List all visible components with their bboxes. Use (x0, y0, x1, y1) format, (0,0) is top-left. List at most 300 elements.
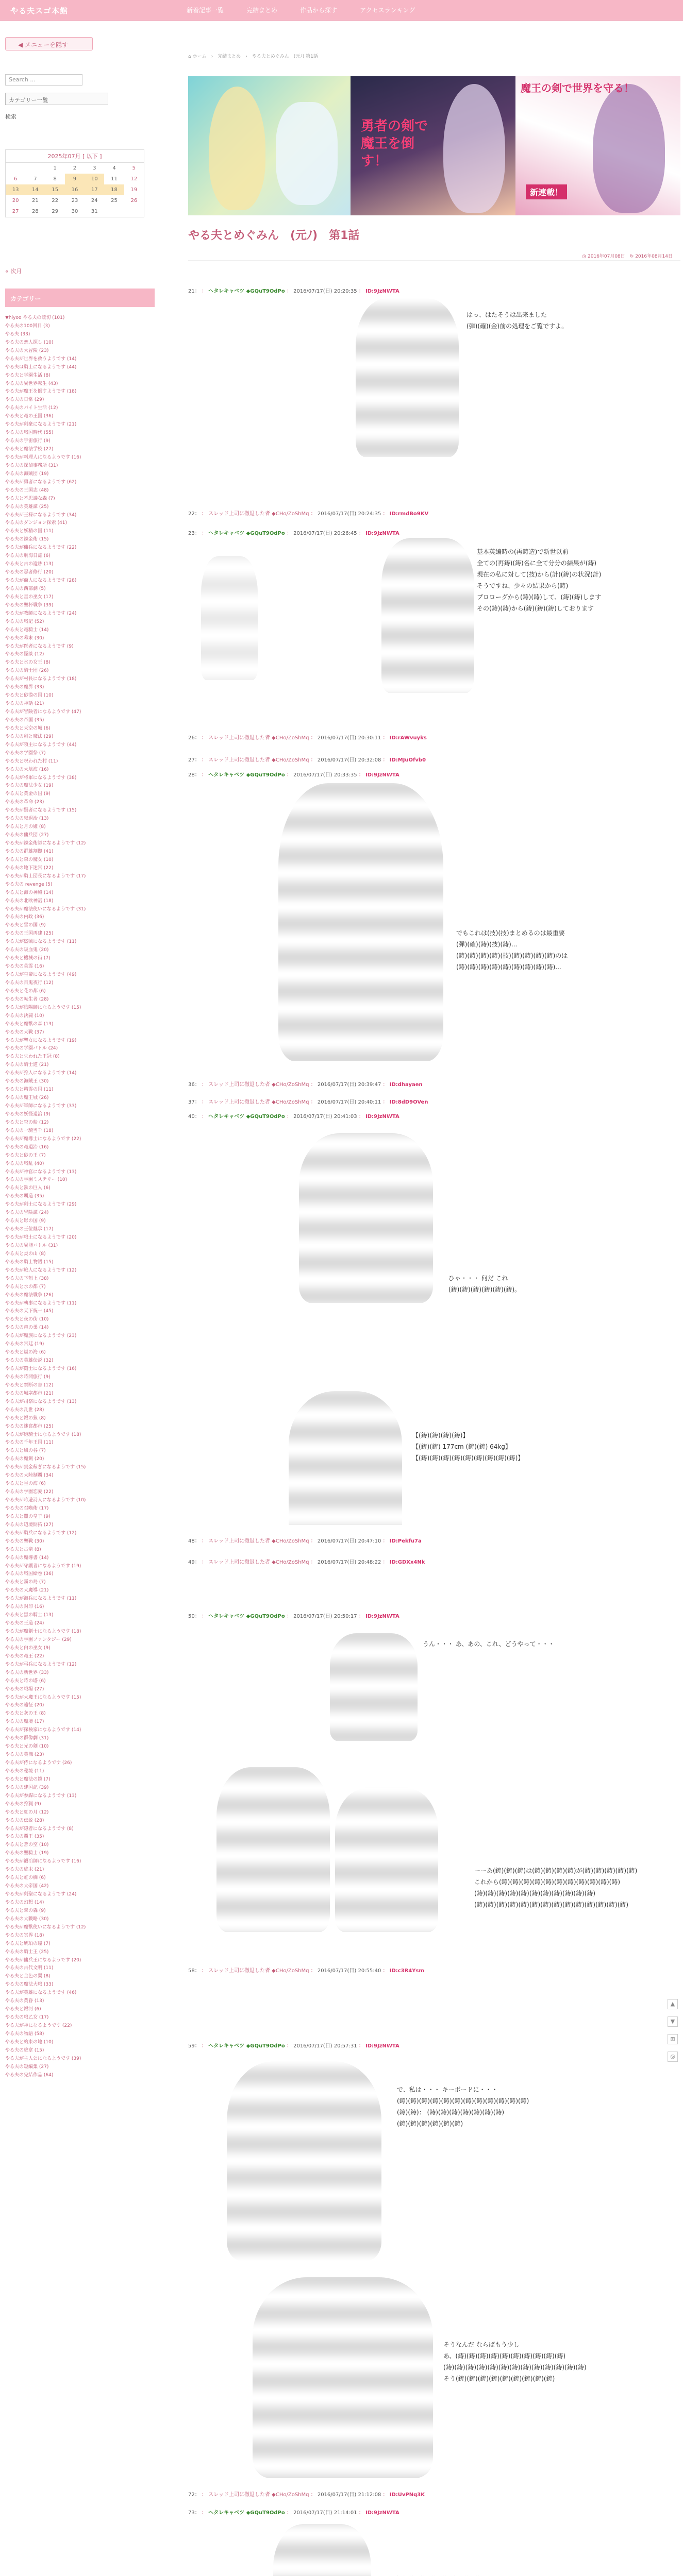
category-item[interactable]: やる夫の戦国絵巻 (36) (5, 1571, 54, 1577)
category-item[interactable]: やる夫の魔法戦争 (26) (5, 1292, 54, 1298)
category-item[interactable]: やる夫と星の巫女 (17) (5, 594, 54, 600)
response-header: 73： ： ヘタレキャベツ ◆GQuT9OdPo ： 2016/07/17(日) 21:14:01 ： ID:9JzNWTA (188, 2510, 399, 2516)
category-item[interactable]: やる夫の鬼退治 (13) (5, 816, 49, 822)
response-name[interactable]: ヘタレキャベツ ◆GQuT9OdPo (208, 2510, 285, 2516)
settings-button[interactable]: ◎ (668, 2052, 678, 2062)
category-item[interactable]: やる夫が剣豪になるようです (21) (5, 422, 77, 428)
category-item[interactable]: やる夫の召喚術 (17) (5, 1505, 49, 1511)
category-item[interactable]: やる夫の吸血鬼 (20) (5, 947, 49, 953)
category-item[interactable]: やる夫と失われた王冠 (8) (5, 1054, 60, 1060)
category-item[interactable]: やる夫と風の谷 (7) (5, 1448, 46, 1454)
calendar-day[interactable]: 16 (65, 184, 85, 195)
category-item[interactable]: やる夫の西部劇 (5) (5, 586, 46, 591)
calendar-day[interactable]: 24 (91, 198, 98, 204)
category-item[interactable]: やる夫の大戦略 (30) (5, 1916, 49, 1922)
category-item[interactable]: やる夫の魔王城 (26) (5, 1095, 49, 1101)
category-item[interactable]: やる夫の革命 (23) (5, 800, 44, 805)
category-item[interactable]: やる夫の大航海 (16) (5, 767, 49, 772)
category-item[interactable]: やる夫の忍者修行 (20) (5, 570, 54, 575)
response-id[interactable]: ID:c3R4Ysm (389, 1968, 424, 1974)
calendar-day[interactable]: 22 (52, 198, 59, 204)
response-id[interactable]: ID:9JzNWTA (365, 2043, 399, 2049)
category-item[interactable]: やる夫のバイト生活 (12) (5, 405, 58, 411)
category-item[interactable]: やる夫が鍛冶師になるようです (16) (5, 1859, 81, 1865)
category-item[interactable]: やる夫の怪談 (12) (5, 652, 44, 657)
category-item[interactable]: やる夫と紅の月 (12) (5, 1809, 49, 1815)
category-item[interactable]: やる夫が姫騎士になるようです (18) (5, 1432, 81, 1437)
category-item[interactable]: やる夫の海賊団 (19) (5, 471, 49, 477)
category-item[interactable]: やる夫の騎士王 (25) (5, 1949, 49, 1955)
category-item[interactable]: やる夫が隠者になるようです (8) (5, 1826, 74, 1832)
calendar-day[interactable]: 4 (112, 165, 116, 171)
category-item[interactable]: やる夫と空の船 (12) (5, 1120, 49, 1125)
category-item[interactable]: やる夫と金色の翼 (8) (5, 1974, 51, 1979)
next-month-link[interactable]: « 次月 (5, 268, 22, 275)
category-item[interactable]: やる夫と海の神殿 (14) (5, 890, 54, 895)
category-item[interactable]: やる夫と竜の王国 (36) (5, 414, 54, 419)
response-name[interactable]: スレッド上司に撤退した者 ◆CHo/ZoShMq (208, 1968, 309, 1974)
category-item[interactable]: やる夫の辺境開拓 (27) (5, 1522, 54, 1528)
category-item[interactable]: やる夫が剣聖になるようです (24) (5, 1892, 77, 1897)
category-item[interactable]: やる夫と光の剣 (10) (5, 1744, 49, 1750)
calendar-day[interactable]: 31 (91, 209, 98, 214)
category-item[interactable]: やる夫が陰陽師になるようです (15) (5, 1005, 81, 1010)
nav-new-articles[interactable]: 新着記事一覧 (187, 7, 224, 14)
category-item[interactable]: やる夫が狩人になるようです (14) (5, 1071, 77, 1076)
category-item[interactable]: やる夫が領主になるようです (44) (5, 742, 77, 748)
category-item[interactable]: やる夫と魔法学校 (27) (5, 447, 54, 452)
calendar-day[interactable]: 6 (13, 176, 18, 182)
category-item[interactable]: やる夫の乱世 (28) (5, 1407, 44, 1413)
category-item[interactable]: やる夫の狩猟 (9) (5, 1801, 41, 1807)
category-item[interactable]: やる夫と黄金の国 (9) (5, 791, 51, 797)
category-item[interactable]: やる夫が守護者になるようです (19) (5, 1563, 81, 1569)
category-item[interactable]: やる夫が傭兵になるようです (22) (5, 545, 77, 551)
category-item[interactable]: やる夫と天空の城 (6) (5, 725, 51, 731)
category-item[interactable]: やる夫の下剋上 (38) (5, 1276, 49, 1281)
calendar-day[interactable]: 2 (73, 165, 77, 171)
response-name[interactable]: スレッド上司に撤退した者 ◆CHo/ZoShMq (208, 1099, 309, 1105)
category-item[interactable]: やる夫の北欧神話 (18) (5, 898, 54, 904)
response-name[interactable]: スレッド上司に撤退した者 ◆CHo/ZoShMq (208, 757, 309, 763)
category-item[interactable]: やる夫の地下迷宮 (22) (5, 865, 54, 871)
category-item[interactable]: やる夫が大魔王になるようです (15) (5, 1694, 81, 1700)
category-item[interactable]: やる夫の100回目 (3) (5, 323, 50, 329)
category-item[interactable]: やる夫と古竜 (8) (5, 1547, 41, 1552)
calendar-day[interactable]: 17 (85, 184, 104, 195)
category-item[interactable]: やる夫の探偵事務所 (31) (5, 463, 58, 468)
category-item[interactable]: やる夫が商人になるようです (28) (5, 578, 77, 583)
category-item[interactable]: やる夫が皇帝になるようです (49) (5, 972, 77, 977)
category-item[interactable]: やる夫が村長になるようです (18) (5, 676, 77, 682)
category-item[interactable]: やる夫が戦士になるようです (20) (5, 1235, 77, 1240)
category-item[interactable]: やる夫の竜の巣 (14) (5, 1325, 49, 1331)
category-item[interactable]: やる夫が旅人になるようです (12) (5, 1267, 77, 1273)
category-item[interactable]: やる夫が騎士団長になるようです (17) (5, 873, 86, 879)
category-item[interactable]: やる夫の黄昏 (13) (5, 1998, 44, 2004)
category-item[interactable]: やる夫の王道 (24) (5, 1621, 44, 1626)
category-item[interactable]: やる夫の秘境 (11) (5, 1768, 44, 1774)
response-id[interactable]: ID:Pekfu7a (389, 1538, 422, 1544)
nav-complete[interactable]: 完結まとめ (246, 7, 278, 14)
search-submit-button[interactable]: 検索 (5, 113, 16, 120)
response-id[interactable]: ID:9JzNWTA (365, 1114, 399, 1120)
category-item[interactable]: やる夫が魔獣使いになるようです (12) (5, 1924, 86, 1930)
response-id[interactable]: ID:rmdBo9KV (389, 511, 429, 517)
category-item[interactable]: やる夫の新世界 (33) (5, 1670, 49, 1675)
category-item[interactable]: やる夫が剣士になるようです (29) (5, 1202, 77, 1208)
category-item[interactable]: やる夫が医者になるようです (9) (5, 643, 74, 649)
category-item[interactable]: やる夫の騎士団 (26) (5, 668, 49, 674)
category-item[interactable]: やる夫と機械の街 (7) (5, 956, 51, 961)
category-item[interactable]: やる夫の幻想 (14) (5, 1900, 44, 1905)
calendar-day[interactable]: 30 (71, 209, 78, 214)
calendar-day[interactable]: 21 (32, 198, 39, 204)
category-item[interactable]: やる夫と嵐の海 (6) (5, 1350, 46, 1355)
category-item[interactable]: やる夫と銀の狼 (8) (5, 1415, 46, 1421)
category-item[interactable]: やる夫が勇者になるようです (62) (5, 479, 77, 485)
calendar-day[interactable]: 10 (85, 174, 104, 184)
search-input[interactable]: Search ... (5, 74, 82, 86)
calendar-day[interactable]: 9 (65, 174, 85, 184)
category-item[interactable]: やる夫の幕末 (30) (5, 635, 44, 641)
response-name[interactable]: スレッド上司に撤退した者 ◆CHo/ZoShMq (208, 1560, 309, 1565)
response-name[interactable]: ヘタレキャベツ ◆GQuT9OdPo (208, 772, 285, 778)
nav-ranking[interactable]: アクセスランキング (360, 7, 415, 14)
category-item[interactable]: やる夫の伝説 (28) (5, 1818, 44, 1823)
category-item[interactable]: やる夫の戦乙女 (17) (5, 2015, 49, 2021)
banner[interactable] (188, 76, 680, 215)
category-item[interactable]: やる夫の大冒険 (23) (5, 348, 49, 353)
category-item[interactable]: やる夫が海兵になるようです (11) (5, 1596, 77, 1602)
category-item[interactable]: やる夫が将軍になるようです (38) (5, 775, 77, 781)
category-item[interactable]: やる夫と砂漠の国 (10) (5, 693, 54, 699)
category-item[interactable]: やる夫の学園祭 (7) (5, 750, 46, 756)
category-item[interactable]: やる夫と時の塔 (6) (5, 1678, 46, 1684)
category-item[interactable]: やる夫の終末 (21) (5, 1867, 44, 1873)
banner-image-3[interactable] (515, 76, 680, 215)
category-item[interactable]: やる夫と闇の皇子 (9) (5, 1514, 51, 1519)
category-item[interactable]: やる夫と氷の女王 (8) (5, 660, 51, 666)
category-item[interactable]: やる夫が料理人になるようです (16) (5, 454, 81, 460)
response-name[interactable]: スレッド上司に撤退した者 ◆CHo/ZoShMq (208, 2492, 309, 2498)
calendar-day[interactable]: 27 (12, 209, 19, 214)
response-id[interactable]: ID:dhayaen (389, 1082, 423, 1088)
nav-by-work[interactable]: 作品から探す (300, 7, 338, 14)
category-item[interactable]: やる夫の戦乱 (40) (5, 1161, 44, 1166)
category-item[interactable]: やる夫が傭兵王になるようです (20) (5, 1957, 81, 1963)
category-item[interactable]: やる夫の海賊王 (30) (5, 1079, 49, 1084)
category-item[interactable]: やる夫と琥珀の瞳 (7) (5, 1941, 51, 1946)
category-item[interactable]: やる夫の決闘 (10) (5, 1013, 44, 1019)
response-name[interactable]: ヘタレキャベツ ◆GQuT9OdPo (208, 1614, 285, 1619)
category-item[interactable]: やる夫の航海日誌 (6) (5, 553, 51, 559)
category-item[interactable]: やる夫と魔法の鏡 (7) (5, 1776, 51, 1782)
category-item[interactable]: やる夫の帝国 (35) (5, 717, 44, 723)
category-item[interactable]: やる夫の終章 (15) (5, 2047, 44, 2053)
calendar-day[interactable]: 5 (132, 165, 136, 171)
response-id[interactable]: ID:9JzNWTA (365, 1614, 399, 1619)
calendar-day[interactable]: 15 (45, 184, 65, 195)
category-item[interactable]: やる夫の魔界 (33) (5, 685, 44, 690)
category-item[interactable]: やる夫の異能バトル (31) (5, 1243, 58, 1248)
category-item[interactable]: やる夫と魔獣の森 (13) (5, 1021, 54, 1027)
category-item[interactable]: やる夫が闘士になるようです (16) (5, 1366, 77, 1371)
category-item[interactable]: やる夫は騎士になるようです (44) (5, 364, 77, 370)
category-item[interactable]: やる夫の竜退治 (16) (5, 1144, 49, 1150)
category-item[interactable]: やる夫が王様になるようです (34) (5, 512, 77, 518)
calendar-day[interactable]: 25 (111, 198, 118, 204)
category-item[interactable]: やる夫と妖精の国 (11) (5, 529, 54, 534)
category-item[interactable]: やる夫と霧の島 (7) (5, 1580, 46, 1585)
category-item[interactable]: やる夫の聖杯戦争 (39) (5, 602, 54, 608)
calendar-day[interactable]: 3 (93, 165, 96, 171)
category-item[interactable]: やる夫の王位継承 (17) (5, 1227, 54, 1232)
category-item[interactable]: やる夫の傭兵団 (27) (5, 833, 49, 838)
category-item[interactable]: やる夫と翠の森 (9) (5, 1908, 46, 1913)
category-item[interactable]: やる夫と影の国 (9) (5, 1218, 46, 1224)
category-item[interactable]: やる夫の恋人探し (10) (5, 340, 54, 345)
calendar-day[interactable]: 18 (104, 184, 124, 195)
category-item[interactable]: やる夫の古代文明 (11) (5, 1965, 54, 1971)
category-item[interactable]: やる夫の学園ミステリー (10) (5, 1177, 68, 1183)
calendar-day[interactable]: 26 (130, 198, 138, 204)
category-item[interactable]: やる夫が弓兵になるようです (12) (5, 1662, 77, 1667)
category-item[interactable]: やる夫と水の都 (7) (5, 1284, 46, 1290)
category-item[interactable]: やる夫の学園ファンタジー (29) (5, 1637, 72, 1642)
response-id[interactable]: ID:9JzNWTA (365, 531, 399, 536)
response-name[interactable]: スレッド上司に撤退した者 ◆CHo/ZoShMq (208, 511, 309, 517)
category-item[interactable]: やる夫の宇宙旅行 (9) (5, 438, 51, 444)
category-item[interactable]: やる夫の revenge (5) (5, 882, 53, 887)
category-select[interactable]: カテゴリー一覧 (5, 93, 108, 105)
category-item[interactable]: やる夫の英雄伝説 (32) (5, 1358, 54, 1364)
scroll-top-button[interactable]: ▲ (668, 1999, 678, 2009)
category-item[interactable]: やる夫が騎兵になるようです (12) (5, 1530, 77, 1536)
calendar-day[interactable]: 1 (53, 165, 57, 171)
expand-button[interactable]: ⊞ (668, 2034, 678, 2044)
category-item[interactable]: やる夫の竜王 (22) (5, 1653, 44, 1659)
calendar-day (25, 163, 45, 174)
category-item[interactable]: やる夫の異世界転生 (43) (5, 381, 58, 386)
category-item[interactable]: やる夫の大魔導 (21) (5, 1588, 49, 1594)
category-item[interactable]: やる夫の神話 (21) (5, 701, 44, 707)
category-item[interactable]: やる夫が聖女になるようです (19) (5, 1038, 77, 1043)
category-item[interactable]: やる夫の妖怪退治 (9) (5, 1111, 51, 1117)
category-item[interactable]: やる夫の覇道 (35) (5, 1194, 44, 1199)
category-item[interactable]: やる夫の日常 (29) (5, 397, 44, 403)
category-item[interactable]: やる夫の魔法少女 (19) (5, 783, 54, 789)
response-name[interactable]: スレッド上司に撤退した者 ◆CHo/ZoShMq (208, 1082, 309, 1088)
category-item[interactable]: やる夫と花の都 (6) (5, 988, 46, 994)
response-name[interactable]: ヘタレキャベツ ◆GQuT9OdPo (208, 2043, 285, 2049)
response-id[interactable]: ID:8dD9OVen (389, 1099, 428, 1105)
category-item[interactable]: やる夫が世界を救うようです (14) (5, 356, 77, 362)
category-item[interactable]: やる夫と古の遺跡 (13) (5, 562, 54, 567)
category-item[interactable]: やる夫が軍師になるようです (33) (5, 1104, 77, 1109)
calendar-day[interactable]: 23 (71, 198, 78, 204)
category-item[interactable]: やる夫の冒険譚 (24) (5, 1210, 49, 1216)
category-item[interactable]: やる夫と炎の山 (8) (5, 1251, 46, 1257)
category-item[interactable]: やる夫の騎士物語 (15) (5, 1259, 54, 1265)
category-item[interactable]: やる夫の大陸制覇 (34) (5, 1473, 54, 1479)
category-item[interactable]: やる夫と森の魔女 (10) (5, 857, 54, 862)
category-item[interactable]: やる夫の群像劇 (31) (5, 1736, 49, 1741)
calendar-day[interactable]: 8 (53, 176, 57, 182)
category-item[interactable]: やる夫と呪われた村 (11) (5, 758, 58, 764)
calendar-day[interactable]: 7 (34, 176, 37, 182)
category-item[interactable]: やる夫の戦国時代 (55) (5, 430, 54, 436)
category-item[interactable]: やる夫が魔法使いになるようです (31) (5, 906, 86, 912)
category-item[interactable]: やる夫が魔族になるようです (23) (5, 1333, 77, 1339)
response-name[interactable]: ヘタレキャベツ ◆GQuT9OdPo (208, 531, 285, 536)
category-item[interactable]: やる夫の聖戦 (30) (5, 1538, 44, 1544)
response-id[interactable]: ID:MJuOfvb0 (389, 757, 426, 763)
category-item[interactable]: やる夫の覇王 (35) (5, 1834, 44, 1840)
category-item[interactable]: やる夫の建国記 (39) (5, 1785, 49, 1790)
calendar-day[interactable]: 20 (12, 198, 19, 204)
category-item[interactable]: やる夫 (33) (5, 331, 30, 337)
category-item[interactable]: やる夫が神官になるようです (13) (5, 1169, 77, 1175)
calendar-title[interactable]: 2025年07月 [ 以下 ] (6, 150, 144, 163)
category-item[interactable]: やる夫の魔剣 (20) (5, 1456, 44, 1462)
category-item[interactable]: やる夫の王国再建 (25) (5, 931, 54, 937)
category-item[interactable]: やる夫と星の海 (6) (5, 1481, 46, 1487)
category-item[interactable]: やる夫が神になるようです (22) (5, 2023, 72, 2028)
category-item[interactable]: やる夫のダンジョン探索 (41) (5, 520, 68, 526)
calendar-day[interactable]: 19 (130, 187, 138, 193)
response-name[interactable]: ヘタレキャベツ ◆GQuT9OdPo (208, 289, 285, 294)
category-item[interactable]: やる夫の短編集 (27) (5, 2064, 49, 2070)
breadcrumb[interactable]: ⌂ ホーム › 完結まとめ › やる夫とめぐみん (元ﾉ) 第1話 (188, 54, 318, 59)
category-item[interactable]: やる夫と不思議な森 (7) (5, 496, 55, 501)
category-item[interactable]: やる夫と砂の王 (7) (5, 1153, 46, 1158)
banner-image-1[interactable] (188, 76, 351, 215)
category-item[interactable]: やる夫の時間旅行 (9) (5, 1374, 51, 1380)
category-item[interactable]: やる夫の転生者 (28) (5, 996, 49, 1002)
category-item[interactable]: やる夫の剣と魔法 (29) (5, 734, 54, 739)
response-id[interactable]: ID:9JzNWTA (365, 2510, 399, 2516)
category-item[interactable]: やる夫の聖騎士 (19) (5, 1851, 49, 1856)
category-item[interactable]: やる夫が賢者になるようです (15) (5, 808, 77, 814)
response-id[interactable]: ID:rAWvuyks (389, 735, 427, 741)
category-item[interactable]: やる夫と竜騎士 (14) (5, 627, 49, 633)
category-item[interactable]: やる夫の大帝国 (42) (5, 1884, 49, 1889)
category-item[interactable]: やる夫の魔法大戦 (33) (5, 1982, 54, 1988)
category-item[interactable]: やる夫が英雄になるようです (46) (5, 1990, 77, 1996)
category-item[interactable]: やる夫の大戦 (37) (5, 1029, 44, 1035)
category-item[interactable]: やる夫が盗賊になるようです (11) (5, 939, 77, 945)
category-item[interactable]: やる夫と禁断の書 (12) (5, 1382, 54, 1388)
category-item[interactable]: やる夫と雪の国 (9) (5, 923, 46, 928)
response-name[interactable]: ヘタレキャベツ ◆GQuT9OdPo (208, 1114, 285, 1120)
response-id[interactable]: ID:GDXx4Nk (389, 1560, 425, 1565)
category-item[interactable]: やる夫と鉄の巨人 (6) (5, 1185, 51, 1191)
category-item[interactable]: やる夫の百鬼夜行 (12) (5, 980, 54, 986)
category-item[interactable]: ▼hiyoo やる夫の読切 (101) (5, 315, 65, 320)
category-item[interactable]: やる夫が主人公になるようです (39) (5, 2056, 81, 2061)
category-item[interactable]: やる夫が魔導士になるようです (22) (5, 1136, 81, 1142)
category-item[interactable]: やる夫が参謀になるようです (13) (5, 1793, 77, 1799)
category-item[interactable]: やる夫と約束の地 (10) (5, 2039, 54, 2045)
category-item[interactable]: やる夫が魔剣士になるようです (18) (5, 1629, 81, 1634)
category-item[interactable]: やる夫の冥界 (18) (5, 1933, 44, 1938)
site-title[interactable]: やる夫スゴ本館 (10, 6, 69, 15)
banner-image-2[interactable] (351, 76, 515, 215)
category-item[interactable]: やる夫の遠征 (20) (5, 1703, 44, 1708)
calendar-day[interactable]: 11 (111, 176, 118, 182)
category-item[interactable]: やる夫が魔王を倒すようです (18) (5, 389, 77, 395)
category-item[interactable]: やる夫と黒の騎士 (13) (5, 1613, 54, 1618)
calendar-day[interactable]: 12 (130, 176, 138, 182)
category-item[interactable]: やる夫の錬金術 (15) (5, 537, 49, 543)
hide-menu-button[interactable]: ◀ メニューを隠す (5, 37, 93, 50)
category-item[interactable]: やる夫と灰の王 (8) (5, 1711, 46, 1717)
category-item[interactable]: やる夫の魔導書 (14) (5, 1555, 49, 1561)
category-item[interactable]: やる夫の英霊 (16) (5, 964, 44, 970)
category-item[interactable]: やる夫と白の巫女 (9) (5, 1645, 51, 1651)
category-item[interactable]: やる夫と夜の街 (10) (5, 1317, 49, 1323)
category-item[interactable]: やる夫と月の姫 (8) (5, 824, 46, 830)
category-item[interactable]: やる夫が吟遊詩人になるようです (10) (5, 1498, 86, 1503)
calendar-day[interactable]: 14 (25, 184, 45, 195)
category-item[interactable]: やる夫と虹の橋 (6) (5, 1875, 46, 1881)
category-item[interactable]: やる夫の天下統一 (45) (5, 1309, 54, 1314)
category-item[interactable]: やる夫と学園生活 (8) (5, 372, 51, 378)
category-item[interactable]: やる夫の魔境 (17) (5, 1719, 44, 1725)
category-item[interactable]: やる夫の迷宮都市 (25) (5, 1423, 54, 1429)
category-item[interactable]: やる夫の物語 (58) (5, 2031, 44, 2037)
category-item[interactable]: やる夫が教師になるようです (24) (5, 611, 77, 616)
category-item[interactable]: やる夫が探検家になるようです (14) (5, 1727, 81, 1733)
scroll-bottom-button[interactable]: ▼ (668, 2016, 678, 2027)
category-item[interactable]: やる夫の一騎当千 (18) (5, 1128, 54, 1133)
category-item[interactable]: やる夫の内政 (36) (5, 914, 44, 920)
calendar-day[interactable]: 28 (32, 209, 39, 214)
category-item[interactable]: やる夫の戦場 (27) (5, 1686, 44, 1692)
category-item[interactable]: やる夫の英雄譚 (25) (5, 504, 49, 510)
response-name[interactable]: スレッド上司に撤退した者 ◆CHo/ZoShMq (208, 735, 309, 741)
category-item[interactable]: やる夫が執事になるようです (11) (5, 1300, 77, 1306)
category-item[interactable]: やる夫と精霊の国 (11) (5, 1087, 54, 1093)
category-item[interactable]: やる夫が冒険者になるようです (47) (5, 709, 81, 715)
category-item[interactable]: やる夫の戦記 (52) (5, 619, 44, 624)
category-item[interactable]: やる夫の完結作品 (64) (5, 2072, 54, 2078)
response-id[interactable]: ID:9JzNWTA (365, 772, 399, 778)
calendar-day[interactable]: 29 (52, 209, 59, 214)
category-item[interactable]: やる夫の宮廷 (19) (5, 1342, 44, 1347)
calendar-day[interactable]: 13 (6, 184, 25, 195)
category-item[interactable]: やる夫の学園バトル (24) (5, 1046, 58, 1052)
response-id[interactable]: ID:UvPNq3K (389, 2492, 425, 2498)
response-name[interactable]: スレッド上司に撤退した者 ◆CHo/ZoShMq (208, 1538, 309, 1544)
category-item[interactable]: やる夫の群雄割拠 (41) (5, 849, 54, 854)
category-item[interactable]: やる夫の英傑 (23) (5, 1752, 44, 1758)
category-item[interactable]: やる夫の城塞都市 (21) (5, 1391, 54, 1396)
category-item[interactable]: やる夫が錬金術師になるようです (12) (5, 841, 86, 846)
category-item[interactable]: やる夫と銀河 (6) (5, 2007, 41, 2012)
category-item[interactable]: やる夫が賞金稼ぎになるようです (15) (5, 1465, 86, 1470)
response-id[interactable]: ID:9JzNWTA (365, 289, 399, 294)
category-item[interactable]: やる夫の学園恋愛 (22) (5, 1489, 54, 1495)
category-item[interactable]: やる夫が司祭になるようです (13) (5, 1399, 77, 1404)
category-item[interactable]: やる夫と蒼の空 (10) (5, 1842, 49, 1848)
category-item[interactable]: やる夫が侍になるようです (26) (5, 1760, 72, 1766)
category-item[interactable]: やる夫の騎士道 (21) (5, 1062, 49, 1068)
category-item[interactable]: やる夫の千年王国 (11) (5, 1440, 54, 1446)
category-item[interactable]: やる夫の封印 (16) (5, 1604, 44, 1610)
category-item[interactable]: やる夫の三国志 (48) (5, 487, 49, 493)
